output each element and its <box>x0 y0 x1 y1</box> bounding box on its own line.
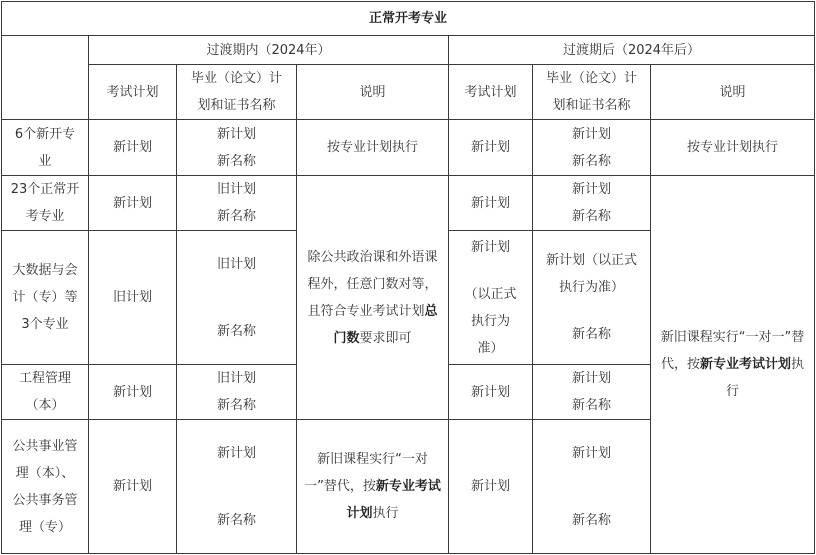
during-exam-plan-header: 考试计划 <box>89 65 177 120</box>
during-cert-plan-header <box>177 65 297 120</box>
column-header-row <box>2 65 815 120</box>
after-exam-line: （以正式 <box>464 286 517 302</box>
cert-line: 新名称 <box>571 512 611 528</box>
explain-text: 除公共政治课和外语课程外，任意门数对等，且符合专业考试计划 <box>307 249 438 319</box>
cert-line: 新计划（以正式 <box>545 253 637 268</box>
after-explain-header: 说明 <box>651 65 815 120</box>
major-name-line: 6个新开专 <box>14 126 76 142</box>
explain-text: 新旧课程实行“一对一”替代，按 <box>660 330 805 372</box>
after-cert-plan-cell <box>533 420 651 554</box>
period-after-header: 过渡期后（2024年后） <box>449 36 815 65</box>
cert-line: 新计划 <box>571 182 611 197</box>
after-explain-cell: 按专业计划执行 <box>651 120 815 176</box>
after-cert-plan-header <box>533 65 651 120</box>
after-exam-plan-cell <box>449 231 533 365</box>
corner-cell <box>2 36 89 120</box>
period-during-header: 过渡期内（2024年） <box>89 36 449 65</box>
major-name-cell <box>2 365 89 420</box>
cert-line: 新计划 <box>216 445 256 461</box>
major-name-line: 计（专）等 <box>12 290 78 305</box>
cert-line: 新名称 <box>216 512 256 528</box>
after-exam-line: 新计划 <box>470 239 510 255</box>
explain-text: 执行 <box>372 506 399 521</box>
major-name-cell <box>2 231 89 365</box>
during-explain-cell <box>297 420 449 554</box>
cert-line: 新计划 <box>571 126 611 142</box>
cert-line: 新名称 <box>571 209 611 224</box>
table-title: 正常开考专业 <box>2 2 815 36</box>
cert-line: 新名称 <box>571 327 611 342</box>
major-name-line: 3个专业 <box>21 317 69 332</box>
cert-header-line: 划和证书名称 <box>552 98 631 113</box>
cert-line: 旧计划 <box>216 371 256 386</box>
major-name-cell <box>2 176 89 231</box>
merged-after-explain-cell <box>651 176 815 554</box>
cert-header-line: 毕业（论文）计 <box>545 71 637 86</box>
major-name-line: （本） <box>25 398 65 413</box>
after-exam-plan-cell: 新计划 <box>449 120 533 176</box>
during-exam-plan-cell: 新计划 <box>89 365 177 420</box>
after-cert-plan-cell <box>533 176 651 231</box>
explain-bold-text: 新专业考试计划 <box>700 357 792 372</box>
cert-line: 新名称 <box>216 209 256 224</box>
title-row <box>2 2 815 36</box>
period-header-row <box>2 36 815 65</box>
during-cert-plan-cell <box>177 176 297 231</box>
cert-line: 旧计划 <box>216 182 256 197</box>
transition-plan-table <box>1 1 815 554</box>
explain-text: 要求即可 <box>359 330 412 346</box>
during-cert-plan-cell <box>177 231 297 365</box>
table-row <box>2 120 815 176</box>
during-explain-cell: 按专业计划执行 <box>297 120 449 176</box>
after-exam-plan-cell: 新计划 <box>449 176 533 231</box>
major-name-cell <box>2 120 89 176</box>
cert-line: 执行为准） <box>558 280 624 295</box>
after-exam-line: 准） <box>477 340 504 356</box>
cert-line: 新名称 <box>571 153 611 169</box>
after-cert-plan-cell <box>533 231 651 365</box>
cert-line: 旧计划 <box>216 256 256 272</box>
cert-line: 新计划 <box>571 445 611 461</box>
cert-header-line: 划和证书名称 <box>197 98 276 113</box>
after-cert-plan-cell <box>533 365 651 420</box>
cert-header-line: 毕业（论文）计 <box>190 71 282 86</box>
major-name-line: 业 <box>38 153 52 169</box>
cert-line: 新名称 <box>216 153 256 169</box>
major-name-line: 大数据与会 <box>12 263 78 278</box>
after-exam-plan-cell: 新计划 <box>449 365 533 420</box>
major-name-line: 理（专） <box>18 519 71 535</box>
explain-text: 新旧课程实行“一对一”替代，按 <box>304 452 428 494</box>
during-cert-plan-cell <box>177 420 297 554</box>
after-exam-plan-cell: 新计划 <box>449 420 533 554</box>
during-exam-plan-cell: 旧计划 <box>89 231 177 365</box>
merged-during-explain-cell <box>297 176 449 420</box>
explain-bold-text: 新专业考试计划 <box>346 479 441 521</box>
explain-bold-text: 总门数 <box>333 303 438 346</box>
after-cert-plan-cell <box>533 120 651 176</box>
during-exam-plan-cell: 新计划 <box>89 120 177 176</box>
during-explain-header: 说明 <box>297 65 449 120</box>
major-name-line: 工程管理 <box>18 371 71 386</box>
cert-line: 新计划 <box>216 126 256 142</box>
cert-line: 新名称 <box>571 398 611 413</box>
major-name-line: 理（本）、 <box>15 465 75 481</box>
major-name-line: 考专业 <box>25 209 65 224</box>
cert-line: 新名称 <box>216 398 256 413</box>
cert-line: 新名称 <box>216 323 256 339</box>
during-exam-plan-cell: 新计划 <box>89 420 177 554</box>
during-cert-plan-cell <box>177 120 297 176</box>
after-exam-line: 执行为 <box>470 313 510 329</box>
table-row <box>2 176 815 231</box>
major-name-line: 公共事务管 <box>12 492 78 508</box>
cert-line: 新计划 <box>571 371 611 386</box>
major-name-cell <box>2 420 89 554</box>
after-exam-plan-header: 考试计划 <box>449 65 533 120</box>
major-name-line: 公共事业管 <box>12 438 78 454</box>
explain-text: 执行 <box>726 357 805 399</box>
during-exam-plan-cell: 新计划 <box>89 176 177 231</box>
major-name-line: 23个正常开 <box>10 182 80 197</box>
during-cert-plan-cell <box>177 365 297 420</box>
